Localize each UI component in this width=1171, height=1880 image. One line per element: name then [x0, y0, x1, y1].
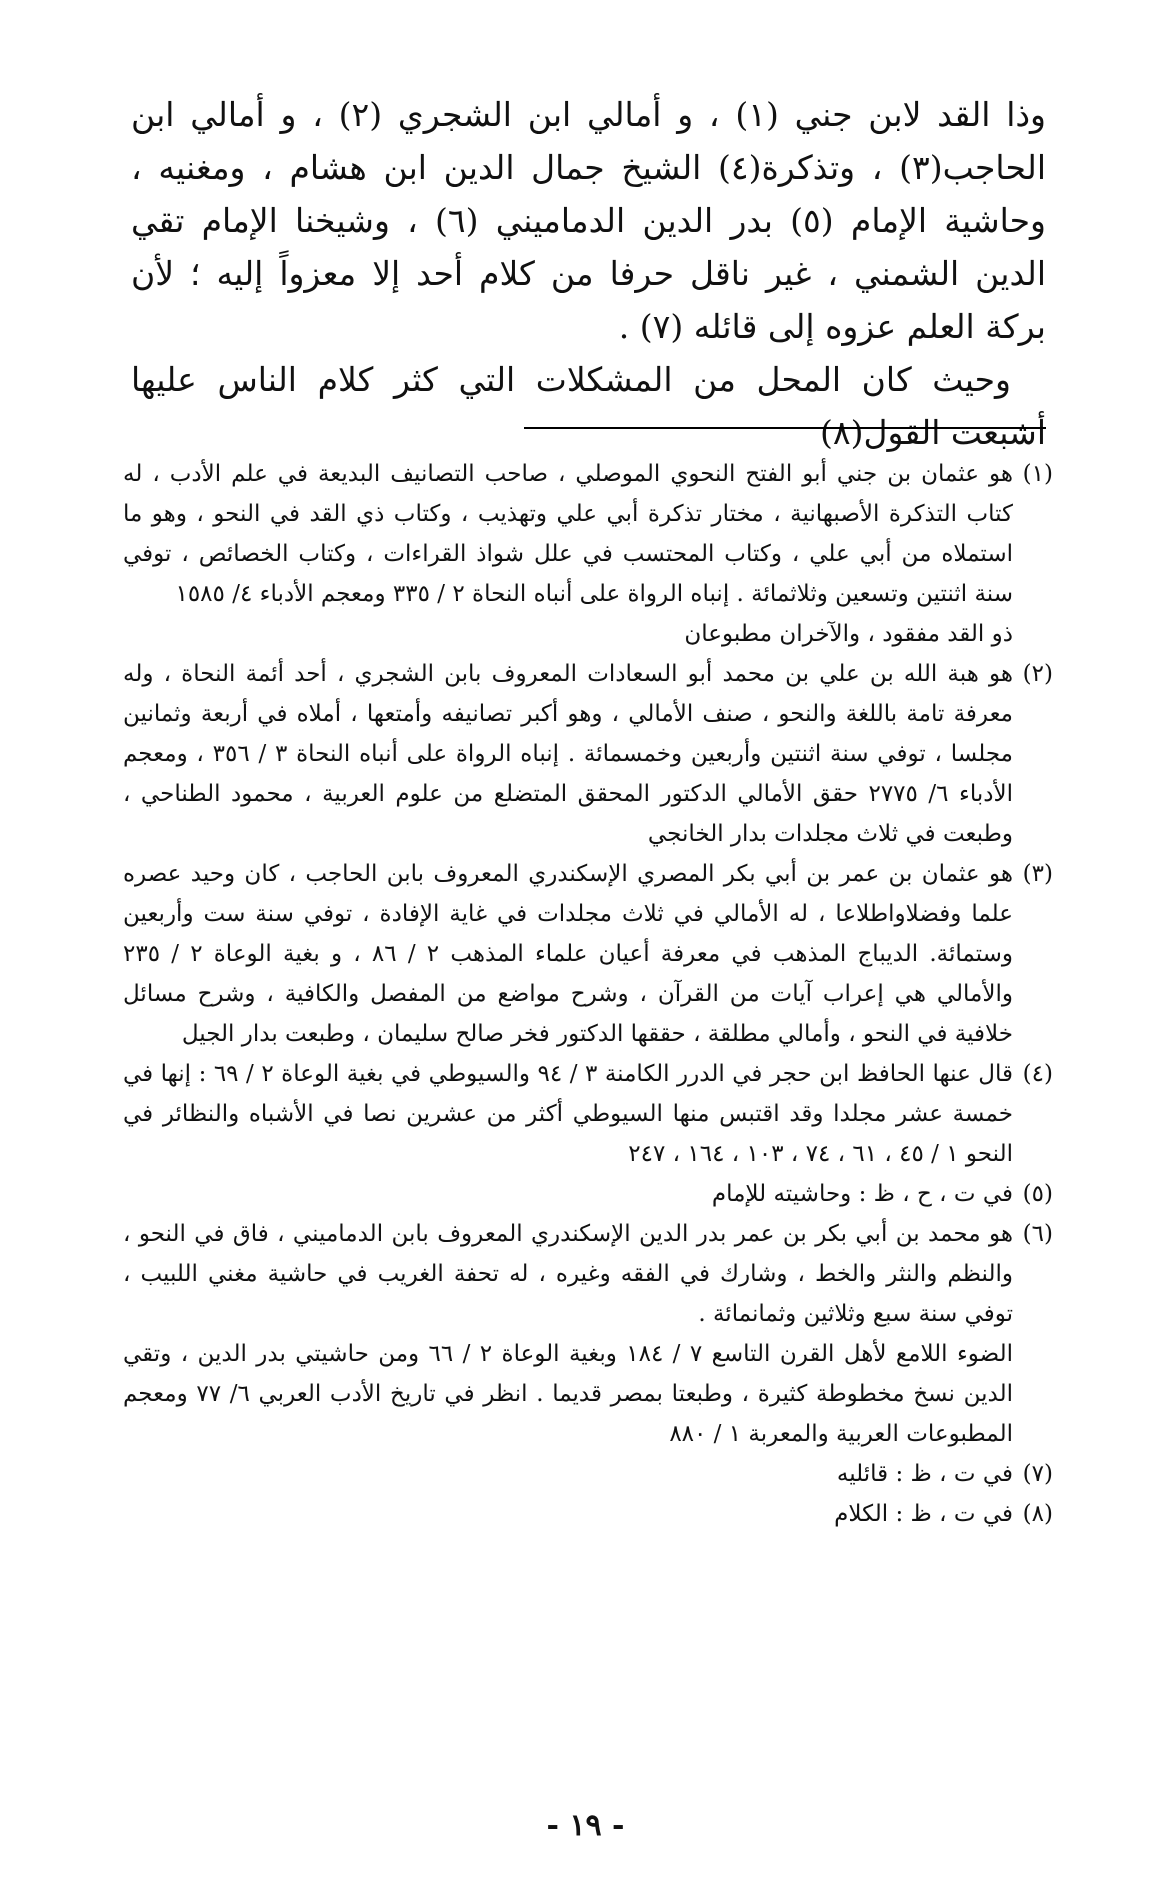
- footnote-separator: [524, 427, 1046, 429]
- footnote-text: في ت ، ظ : الكلام: [834, 1501, 1013, 1527]
- footnote-continuation: [123, 1334, 1053, 1454]
- footnote-text: هو عثمان بن جني أبو الفتح النحوي الموصلي ، صاحب التصانيف البديعة في علم الأدب ، له كتاب التذكرة الأصبهانية ، مختار تذكرة أبي علي وتهذيب ، وكتاب ذي القد في النحو ، وهو ما استملاه من أبي علي ، وكتاب المحتسب في علل شواذ القراءات ، وكتاب الخصائص ، توفي سنة اثنتين وتسعين وثلاثمائة . إنباه الرواة على أنباه النحاة ٢ / ٣٣٥ ومعجم الأدباء ٤/ ١٥٨٥: [123, 461, 1013, 607]
- footnote-number: (٢): [1022, 661, 1053, 687]
- main-paragraph: وذا القد لابن جني (١) ، و أمالي ابن الشجري (٢) ، و أمالي ابن الحاجب(٣) ، وتذكرة(٤) الشيخ جمال الدين ابن هشام ، ومغنيه ، وحاشية الإمام (٥) بدر الدين الدماميني (٦) ، وشيخنا الإمام تقي الدين الشمني ، غير ناقل حرفا من كلام أحد إلا معزواً إليه ؛ لأن بركة العلم عزوه إلى قائله (٧) .: [131, 95, 1046, 346]
- footnote: [123, 1174, 1053, 1214]
- footnote: [123, 1454, 1053, 1494]
- footnote-text: هو عثمان بن عمر بن أبي بكر المصري الإسكندري المعروف بابن الحاجب ، كان وحيد عصره علما وفضلاواطلاعا ، له الأمالي في ثلاث مجلدات في غاية الإفادة ، توفي سنة ست وأربعين وستمائة. الديباج المذهب في معرفة أعيان علماء المذهب ٢ / ٨٦ ، و بغية الوعاة ٢ / ٢٣٥ والأمالي هي إعراب آيات من القرآن ، وشرح مواضع من المفصل والكافية ، وشرح مسائل خلافية في النحو ، وأمالي مطلقة ، حققها الدكتور فخر صالح سليمان ، وطبعت بدار الجيل: [123, 861, 1013, 1047]
- footnote-number: (٣): [1022, 861, 1053, 887]
- footnote-text: قال عنها الحافظ ابن حجر في الدرر الكامنة ٣ / ٩٤ والسيوطي في بغية الوعاة ٢ / ٦٩ : إنها في خمسة عشر مجلدا وقد اقتبس منها السيوطي أكثر من عشرين نصا في الأشباه والنظائر في النحو ١ / ٤٥ ، ٦١ ، ٧٤ ، ١٠٣ ، ١٦٤ ، ٢٤٧: [123, 1061, 1014, 1167]
- footnote-text: هو هبة الله بن علي بن محمد أبو السعادات المعروف بابن الشجري ، أحد أئمة النحاة ، وله معرفة تامة باللغة والنحو ، صنف الأمالي ، وهو أكبر تصانيفه وأمتعها ، أملاه في أربعة وثمانين مجلسا ، توفي سنة اثنتين وأربعين وخمسمائة . إنباه الرواة على أنباه النحاة ٣ / ٣٥٦ ، ومعجم الأدباء ٦/ ٢٧٧٥ حقق الأمالي الدكتور المحقق المتضلع من علوم العربية ، محمود الطناحي ، وطبعت في ثلاث مجلدات بدار الخانجي: [123, 661, 1013, 847]
- main-text: [131, 88, 1046, 459]
- footnote-number: (٧): [1022, 1461, 1053, 1487]
- footnote-text: الضوء اللامع لأهل القرن التاسع ٧ / ١٨٤ وبغية الوعاة ٢ / ٦٦ ومن حاشيتي بدر الدين ، وتقي الدين نسخ مخطوطة كثيرة ، وطبعتا بمصر قديما . انظر في تاريخ الأدب العربي ٦/ ٧٧ ومعجم المطبوعات العربية والمعربة ١ / ٨٨٠: [123, 1341, 1013, 1447]
- footnote-text: في ت ، ظ : قائليه: [836, 1461, 1013, 1487]
- footnotes: [123, 454, 1053, 1534]
- footnote: [123, 1054, 1053, 1174]
- page-number: - ١٩ -: [546, 1808, 625, 1843]
- footnote-number: (٤): [1022, 1061, 1053, 1087]
- footnote: [123, 1494, 1053, 1534]
- footnote: [123, 654, 1053, 854]
- main-paragraph: وحيث كان المحل من المشكلات التي كثر كلام الناس عليها أشبعت القول(٨): [131, 360, 1046, 452]
- footnote-number: (١): [1022, 461, 1053, 487]
- footnote-number: (٦): [1022, 1221, 1053, 1247]
- footnote: [123, 1214, 1053, 1334]
- footnote: [123, 454, 1053, 654]
- footnote: [123, 854, 1053, 1054]
- footnote-text: ذو القد مفقود ، والآخران مطبوعان: [684, 621, 1013, 647]
- footnote-number: (٥): [1022, 1181, 1053, 1207]
- footnote-text: في ت ، ح ، ظ : وحاشيته للإمام: [711, 1181, 1013, 1207]
- footnote-text: هو محمد بن أبي بكر بن عمر بدر الدين الإسكندري المعروف بابن الدماميني ، فاق في النحو ، والنظم والنثر والخط ، وشارك في الفقه وغيره ، له تحفة الغريب في حاشية مغني اللبيب ، توفي سنة سبع وثلاثين وثمانمائة .: [123, 1221, 1013, 1327]
- footnote-number: (٨): [1022, 1501, 1053, 1527]
